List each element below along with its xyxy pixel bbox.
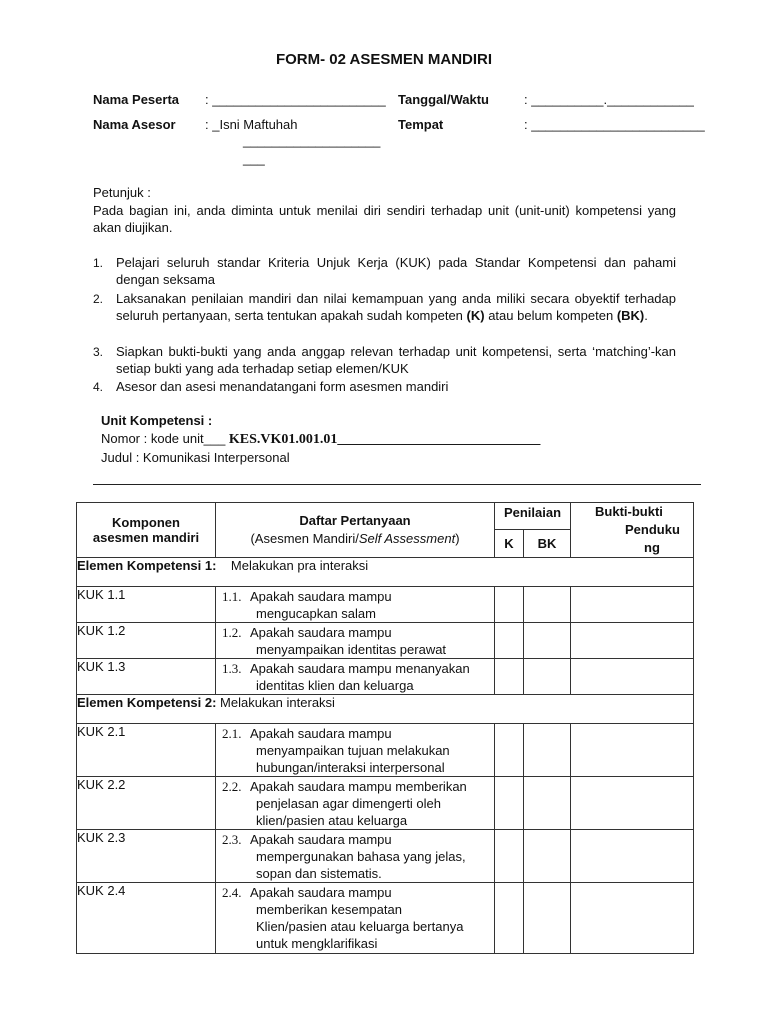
nama-peserta-field[interactable]: : ________________________ [205, 92, 386, 107]
kuk-label: KUK 1.2 [77, 623, 216, 659]
k-checkbox-cell[interactable] [495, 587, 524, 623]
assessment-table [76, 502, 694, 954]
kuk-label: KUK 2.4 [77, 883, 216, 954]
question-text: Apakah saudara mampu menyampaikan identitas perawat [250, 625, 447, 657]
instruction-item: Siapkan bukti-bukti yang anda anggap relevan terhadap unit kompetensi, serta ‘matching’-kan setiap bukti yang ada terhadap setiap elemen/KUK [116, 344, 676, 376]
question-cell [216, 659, 495, 695]
question-text: Apakah saudara mampu menyampaikan tujuan melakukan hubungan/interaksi interpersonal [250, 726, 450, 775]
header-k: K [495, 529, 524, 557]
bukti-pendukung-cell[interactable] [571, 777, 694, 830]
question-cell [216, 724, 495, 777]
k-checkbox-cell[interactable] [495, 724, 524, 777]
table-row [77, 883, 694, 954]
instruction-number: 4. [93, 380, 104, 394]
bk-checkbox-cell[interactable] [524, 830, 571, 883]
table-row [77, 587, 694, 623]
kuk-label: KUK 1.1 [77, 587, 216, 623]
question-number: 1.3. [222, 661, 242, 676]
bk-checkbox-cell[interactable] [524, 777, 571, 830]
bk-checkbox-cell[interactable] [524, 883, 571, 954]
tempat-field[interactable]: : ________________________ [524, 117, 705, 132]
bk-checkbox-cell[interactable] [524, 587, 571, 623]
instruction-number: 3. [93, 345, 104, 359]
header-komponen: Komponen asesmen mandiri [77, 503, 216, 558]
question-cell [216, 777, 495, 830]
kuk-label: KUK 2.3 [77, 830, 216, 883]
table-row [77, 623, 694, 659]
question-text: Apakah saudara mampu mempergunakan bahasa yang jelas, sopan dan sistematis. [250, 832, 466, 881]
header-daftar-pertanyaan: Daftar Pertanyaan (Asesmen Mandiri/Self Assessment) [216, 503, 495, 558]
table-row [77, 724, 694, 777]
instruction-number: 2. [93, 292, 104, 306]
table-row [77, 659, 694, 695]
question-text: Apakah saudara mampu mengucapkan salam [250, 589, 392, 621]
tanggal-waktu-label: Tanggal/Waktu [398, 92, 489, 107]
k-checkbox-cell[interactable] [495, 659, 524, 695]
header-bk: BK [524, 529, 571, 557]
nama-asesor-field-cont: ___________________ [243, 133, 381, 148]
elemen-kompetensi-2: Elemen Kompetensi 2: Melakukan interaksi [77, 695, 694, 724]
form-title: FORM- 02 ASESMEN MANDIRI [275, 51, 493, 68]
question-cell [216, 883, 495, 954]
unit-code: KES.VK01.001.01_____________________________ [228, 432, 541, 447]
petunjuk-heading: Petunjuk : [93, 185, 151, 200]
k-checkbox-cell[interactable] [495, 777, 524, 830]
question-number: 2.2. [222, 779, 242, 794]
question-number: 2.1. [222, 726, 242, 741]
question-cell [216, 587, 495, 623]
question-cell [216, 623, 495, 659]
kuk-label: KUK 2.2 [77, 777, 216, 830]
bk-checkbox-cell[interactable] [524, 659, 571, 695]
bk-checkbox-cell[interactable] [524, 724, 571, 777]
table-row [77, 777, 694, 830]
header-penilaian: Penilaian [495, 503, 571, 530]
nama-peserta-label: Nama Peserta [93, 92, 179, 107]
question-text: Apakah saudara mampu menanyakan identitas klien dan keluarga [250, 661, 470, 693]
bukti-pendukung-cell[interactable] [571, 623, 694, 659]
bukti-pendukung-cell[interactable] [571, 659, 694, 695]
question-text: Apakah saudara mampu memberikan penjelasan agar dimengerti oleh klien/pasien atau keluarga [250, 779, 467, 828]
divider-line [93, 484, 701, 485]
instruction-item: Pelajari seluruh standar Kriteria Unjuk Kerja (KUK) pada Standar Kompetensi dan pahami dengan seksama [116, 255, 676, 287]
question-number: 1.2. [222, 625, 242, 640]
kuk-label: KUK 1.3 [77, 659, 216, 695]
bukti-pendukung-cell[interactable] [571, 587, 694, 623]
k-checkbox-cell[interactable] [495, 883, 524, 954]
petunjuk-intro: Pada bagian ini, anda diminta untuk menilai diri sendiri terhadap unit (unit-unit) kompetensi yang akan diujikan. [93, 203, 676, 235]
table-row [77, 830, 694, 883]
instruction-item: Asesor dan asesi menandatangani form asesmen mandiri [116, 379, 449, 394]
question-text: Apakah saudara mampu memberikan kesempatan Klien/pasien atau keluarga bertanya untuk mengklarifikasi [250, 885, 464, 951]
k-checkbox-cell[interactable] [495, 623, 524, 659]
question-number: 1.1. [222, 589, 242, 604]
question-cell [216, 830, 495, 883]
elemen-kompetensi-1: Elemen Kompetensi 1: Melakukan pra interaksi [77, 558, 694, 587]
unit-kompetensi-heading: Unit Kompetensi : [101, 413, 213, 428]
nama-asesor-field-cont2: ___ [243, 151, 265, 166]
instruction-number: 1. [93, 256, 104, 270]
tanggal-waktu-field[interactable]: : __________.____________ [524, 92, 694, 107]
bukti-pendukung-cell[interactable] [571, 724, 694, 777]
nama-asesor-label: Nama Asesor [93, 117, 176, 132]
question-number: 2.3. [222, 832, 242, 847]
kuk-label: KUK 2.1 [77, 724, 216, 777]
header-bukti-pendukung: Bukti-bukti Penduku ng [571, 503, 694, 558]
bukti-pendukung-cell[interactable] [571, 883, 694, 954]
unit-nomor: Nomor : kode unit___ KES.VK01.001.01_____________________________ [101, 431, 541, 447]
question-number: 2.4. [222, 885, 242, 900]
bk-checkbox-cell[interactable] [524, 623, 571, 659]
bukti-pendukung-cell[interactable] [571, 830, 694, 883]
tempat-label: Tempat [398, 117, 444, 132]
nama-asesor-field[interactable]: : _Isni Maftuhah [205, 117, 298, 132]
unit-judul: Judul : Komunikasi Interpersonal [101, 450, 290, 465]
instruction-item: Laksanakan penilaian mandiri dan nilai kemampuan yang anda miliki secara obyektif terhadap seluruh pertanyaan, serta tentukan apakah sudah kompeten (K) atau belum kompeten (BK). [116, 291, 676, 323]
k-checkbox-cell[interactable] [495, 830, 524, 883]
